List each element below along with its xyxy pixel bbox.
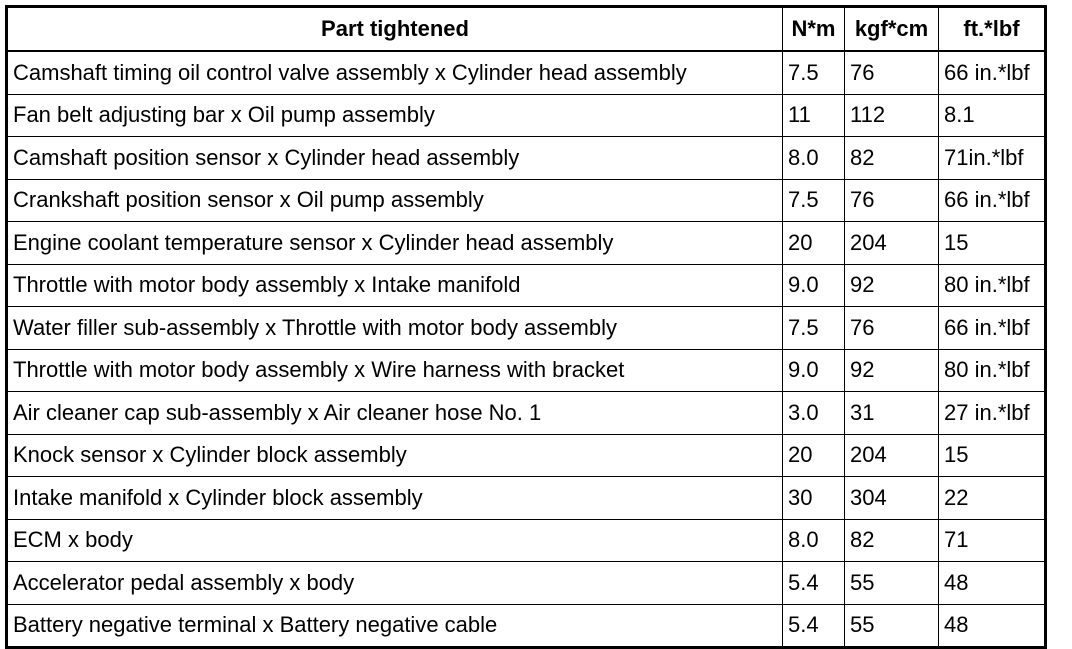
table-row <box>7 434 1046 477</box>
cell-ft-lbf: 66 in.*lbf <box>939 179 1046 222</box>
cell-kgf-cm: 55 <box>845 604 939 648</box>
cell-newton-meter: 9.0 <box>783 264 845 307</box>
cell-part-tightened: Intake manifold x Cylinder block assembly <box>7 477 783 520</box>
cell-part-tightened: Battery negative terminal x Battery negative cable <box>7 604 783 648</box>
cell-ft-lbf: 48 <box>939 562 1046 605</box>
cell-kgf-cm: 112 <box>845 94 939 137</box>
torque-table-container <box>5 5 1047 649</box>
table-row <box>7 222 1046 265</box>
table-row <box>7 349 1046 392</box>
cell-part-tightened: Throttle with motor body assembly x Wire harness with bracket <box>7 349 783 392</box>
table-row <box>7 519 1046 562</box>
cell-kgf-cm: 55 <box>845 562 939 605</box>
cell-ft-lbf: 15 <box>939 222 1046 265</box>
cell-part-tightened: ECM x body <box>7 519 783 562</box>
cell-kgf-cm: 76 <box>845 307 939 350</box>
table-row <box>7 137 1046 180</box>
cell-ft-lbf: 22 <box>939 477 1046 520</box>
table-body <box>7 51 1046 648</box>
header-part-tightened: Part tightened <box>7 7 783 52</box>
cell-kgf-cm: 76 <box>845 179 939 222</box>
cell-newton-meter: 11 <box>783 94 845 137</box>
header-kgf-cm: kgf*cm <box>845 7 939 52</box>
cell-ft-lbf: 15 <box>939 434 1046 477</box>
cell-kgf-cm: 204 <box>845 434 939 477</box>
cell-part-tightened: Water filler sub-assembly x Throttle with motor body assembly <box>7 307 783 350</box>
cell-newton-meter: 7.5 <box>783 179 845 222</box>
cell-newton-meter: 5.4 <box>783 562 845 605</box>
table-row <box>7 392 1046 435</box>
cell-newton-meter: 7.5 <box>783 51 845 94</box>
cell-newton-meter: 3.0 <box>783 392 845 435</box>
cell-part-tightened: Engine coolant temperature sensor x Cylinder head assembly <box>7 222 783 265</box>
table-header-row <box>7 7 1046 52</box>
torque-specification-table <box>5 5 1047 649</box>
cell-ft-lbf: 66 in.*lbf <box>939 51 1046 94</box>
cell-ft-lbf: 80 in.*lbf <box>939 264 1046 307</box>
table-row <box>7 264 1046 307</box>
cell-kgf-cm: 82 <box>845 137 939 180</box>
cell-kgf-cm: 76 <box>845 51 939 94</box>
cell-kgf-cm: 92 <box>845 349 939 392</box>
header-newton-meter: N*m <box>783 7 845 52</box>
cell-ft-lbf: 27 in.*lbf <box>939 392 1046 435</box>
table-row <box>7 562 1046 605</box>
cell-ft-lbf: 71in.*lbf <box>939 137 1046 180</box>
cell-newton-meter: 20 <box>783 434 845 477</box>
cell-newton-meter: 30 <box>783 477 845 520</box>
cell-kgf-cm: 31 <box>845 392 939 435</box>
cell-newton-meter: 8.0 <box>783 519 845 562</box>
table-row <box>7 604 1046 648</box>
cell-newton-meter: 5.4 <box>783 604 845 648</box>
cell-kgf-cm: 92 <box>845 264 939 307</box>
header-ft-lbf: ft.*lbf <box>939 7 1046 52</box>
cell-newton-meter: 8.0 <box>783 137 845 180</box>
cell-newton-meter: 20 <box>783 222 845 265</box>
table-row <box>7 51 1046 94</box>
cell-part-tightened: Knock sensor x Cylinder block assembly <box>7 434 783 477</box>
cell-part-tightened: Camshaft timing oil control valve assembly x Cylinder head assembly <box>7 51 783 94</box>
cell-newton-meter: 9.0 <box>783 349 845 392</box>
cell-part-tightened: Fan belt adjusting bar x Oil pump assembly <box>7 94 783 137</box>
cell-part-tightened: Accelerator pedal assembly x body <box>7 562 783 605</box>
table-row <box>7 477 1046 520</box>
cell-ft-lbf: 8.1 <box>939 94 1046 137</box>
table-row <box>7 179 1046 222</box>
cell-newton-meter: 7.5 <box>783 307 845 350</box>
table-row <box>7 307 1046 350</box>
cell-part-tightened: Camshaft position sensor x Cylinder head assembly <box>7 137 783 180</box>
cell-part-tightened: Throttle with motor body assembly x Intake manifold <box>7 264 783 307</box>
cell-ft-lbf: 48 <box>939 604 1046 648</box>
cell-kgf-cm: 204 <box>845 222 939 265</box>
table-row <box>7 94 1046 137</box>
cell-ft-lbf: 66 in.*lbf <box>939 307 1046 350</box>
cell-kgf-cm: 304 <box>845 477 939 520</box>
cell-part-tightened: Crankshaft position sensor x Oil pump assembly <box>7 179 783 222</box>
cell-part-tightened: Air cleaner cap sub-assembly x Air cleaner hose No. 1 <box>7 392 783 435</box>
cell-kgf-cm: 82 <box>845 519 939 562</box>
cell-ft-lbf: 80 in.*lbf <box>939 349 1046 392</box>
cell-ft-lbf: 71 <box>939 519 1046 562</box>
